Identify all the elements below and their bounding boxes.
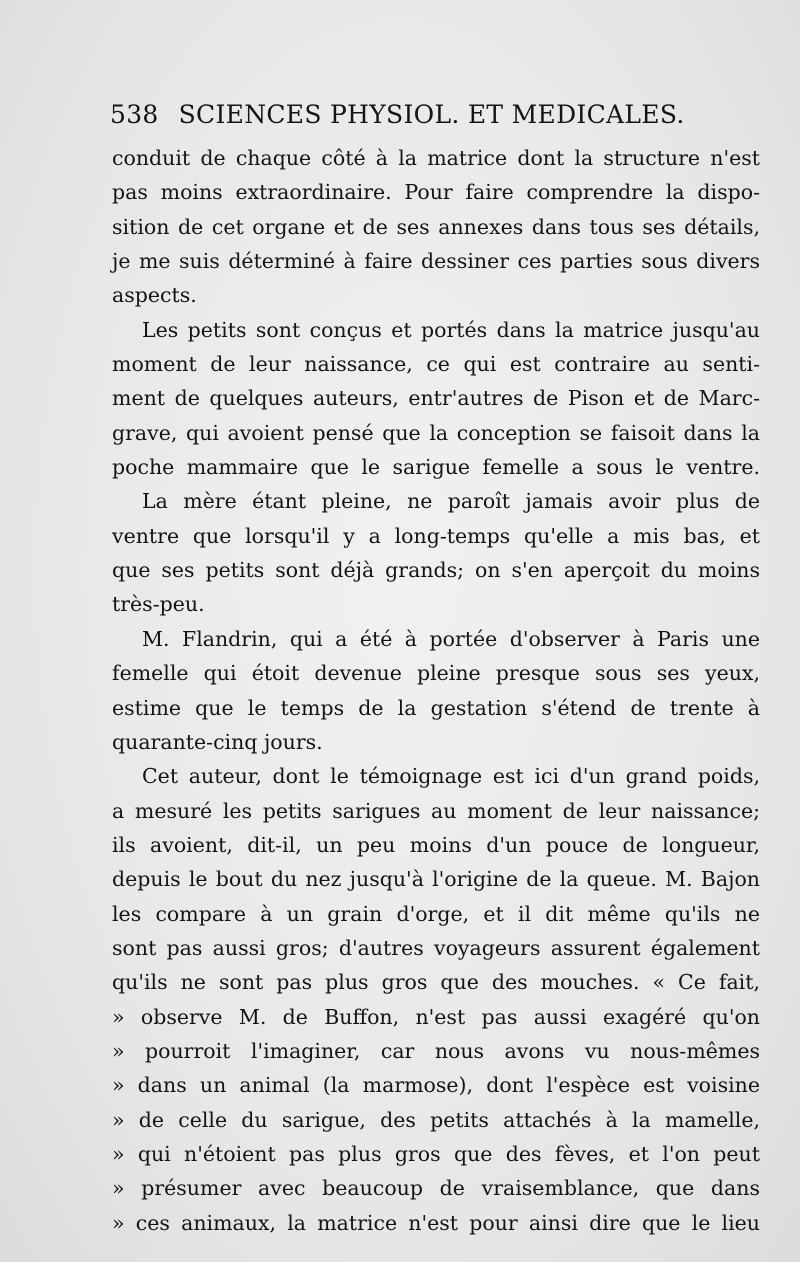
text-line: a mesuré les petits sarigues au moment de leur naissance; — [112, 798, 760, 823]
text-line: » présumer avec beaucoup de vraisemblance, que dans — [112, 1176, 760, 1201]
text-line: ment de quelques auteurs, entr'autres de Pison et de Marc- — [112, 386, 760, 411]
text-line: » qui n'étoient pas plus gros que des fèves, et l'on peut — [112, 1141, 760, 1166]
running-head: SCIENCES PHYSIOL. ET MEDICALES. — [178, 100, 685, 129]
text-line: grave, qui avoient pensé que la conception se faisoit dans la — [112, 420, 760, 445]
text-line: sont pas aussi gros; d'autres voyageurs assurent également — [112, 935, 760, 960]
text-line: femelle qui étoit devenue pleine presque sous ses yeux, — [112, 661, 760, 686]
text-line: pas moins extraordinaire. Pour faire comprendre la dispo- — [112, 180, 760, 205]
text-line: » dans un animal (la marmose), dont l'espèce est voisine — [112, 1073, 760, 1098]
text-line: que ses petits sont déjà grands; on s'en aperçoit du moins — [112, 558, 760, 583]
body-text — [112, 141, 760, 1240]
text-line: » de celle du sarigue, des petits attachés à la mamelle, — [112, 1107, 760, 1132]
text-line: très-peu. — [112, 592, 205, 617]
text-line: ventre que lorsqu'il y a long-temps qu'elle a mis bas, et — [112, 523, 760, 548]
text-line: ils avoient, dit-il, un peu moins d'un pouce de longueur, — [112, 832, 760, 857]
text-line: les compare à un grain d'orge, et il dit même qu'ils ne — [112, 901, 760, 926]
text-line: La mère étant pleine, ne paroît jamais avoir plus de — [142, 489, 760, 514]
text-line: quarante-cinq jours. — [112, 729, 323, 754]
page-number: 538 — [110, 100, 159, 129]
text-line: M. Flandrin, qui a été à portée d'observer à Paris une — [142, 626, 760, 651]
text-line: estime que le temps de la gestation s'étend de trente à — [112, 695, 760, 720]
text-line: Les petits sont conçus et portés dans la matrice jusqu'au — [142, 317, 760, 342]
text-line: conduit de chaque côté à la matrice dont la structure n'est — [112, 146, 760, 170]
text-line: » ces animaux, la matrice n'est pour ainsi dire que le lieu — [112, 1210, 760, 1235]
page-header — [110, 100, 710, 140]
text-line: » pourroit l'imaginer, car nous avons vu nous-mêmes — [112, 1038, 760, 1063]
text-line: sition de cet organe et de ses annexes dans tous ses détails, — [112, 214, 760, 239]
text-line: Cet auteur, dont le témoignage est ici d'un grand poids, — [142, 764, 760, 789]
text-line: qu'ils ne sont pas plus gros que des mouches. « Ce fait, — [112, 970, 760, 995]
text-line: je me suis déterminé à faire dessiner ces parties sous divers — [112, 249, 760, 274]
text-line: poche mammaire que le sarigue femelle a sous le ventre. — [112, 455, 760, 480]
text-line: moment de leur naissance, ce qui est contraire au senti- — [112, 352, 760, 377]
text-line: » observe M. de Buffon, n'est pas aussi exagéré qu'on — [112, 1004, 760, 1029]
text-line: aspects. — [112, 283, 197, 308]
text-line: depuis le bout du nez jusqu'à l'origine de la queue. M. Bajon — [112, 867, 760, 892]
